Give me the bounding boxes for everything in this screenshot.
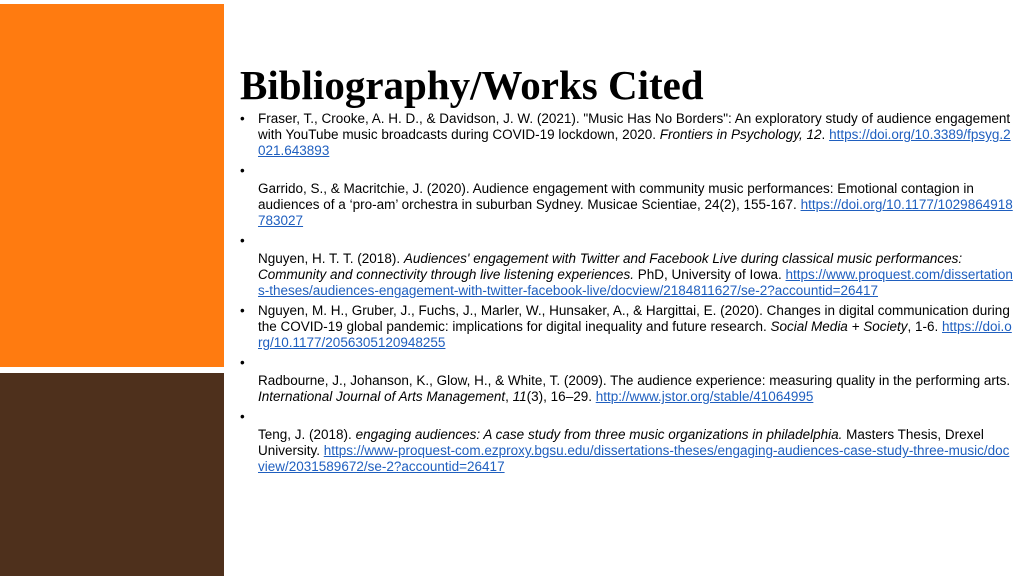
reference-list — [240, 111, 1015, 479]
reference-link[interactable]: https://www-proquest-com.ezproxy.bgsu.edu/dissertations-theses/engaging-audiences-case-study-three-music/docview/2031589672/se-2?accountid=26417 — [258, 443, 1010, 474]
reference-link[interactable]: http://www.jstor.org/stable/41064995 — [595, 389, 814, 404]
reference-title: engaging audiences: A case study from three music organizations in philadelphia. — [355, 427, 843, 442]
orange-accent-block — [0, 4, 224, 367]
reference-text: Fraser, T., Crooke, A. H. D., & Davidson, J. W. (2021). "Music Has No Borders": An exploratory study of audience engagement with YouTube music broadcasts during COVID-19 lockdown, 2020. — [258, 111, 1011, 142]
reference-item — [240, 111, 1015, 159]
reference-text-after: Masters Thesis, Drexel University. — [258, 427, 984, 458]
reference-journal: Frontiers in Psychology, 12 — [659, 127, 822, 142]
reference-text-after: . — [821, 127, 830, 142]
bullet-marker: • — [240, 163, 245, 178]
reference-journal: Social Media + Society — [770, 319, 908, 334]
reference-pages: (3), 16–29. — [526, 389, 596, 404]
bullet-marker: • — [240, 409, 245, 424]
reference-journal: International Journal of Arts Management — [258, 389, 506, 404]
reference-item — [240, 355, 1015, 405]
reference-link[interactable]: https://doi.org/10.3389/fpsyg.2021.643893 — [258, 127, 1011, 158]
reference-item — [240, 303, 1015, 351]
reference-text-after: , — [505, 389, 513, 404]
reference-text: Garrido, S., & Macritchie, J. (2020). Audience engagement with community music performances: Emotional contagion in audiences of a ‘pro-am’ orchestra in suburban Sydney. Musicae Scientiae, 24(2), 155-167. — [258, 181, 974, 212]
reference-item — [240, 163, 1015, 229]
reference-link[interactable]: https://www.proquest.com/dissertations-theses/audiences-engagement-with-twitter-facebook-live/docview/2184811627/se-2?accountid=26417 — [258, 267, 1013, 298]
reference-link[interactable]: https://doi.org/10.1177/1029864918783027 — [258, 197, 1013, 228]
reference-text-after: , 1-6. — [907, 319, 942, 334]
reference-text: Nguyen, H. T. T. (2018). — [258, 251, 404, 266]
bullet-marker: • — [240, 233, 245, 248]
reference-text-after: PhD, University of Iowa. — [633, 267, 786, 282]
reference-text: Radbourne, J., Johanson, K., Glow, H., & White, T. (2009). The audience experience: measuring quality in the performing arts. — [258, 373, 1011, 388]
reference-item — [240, 233, 1015, 299]
reference-volume: 11 — [512, 389, 527, 404]
slide-title: Bibliography/Works Cited — [240, 62, 704, 108]
bullet-marker: • — [240, 111, 245, 126]
brown-accent-block — [0, 373, 224, 576]
reference-text: Teng, J. (2018). — [258, 427, 356, 442]
reference-text: Nguyen, M. H., Gruber, J., Fuchs, J., Marler, W., Hunsaker, A., & Hargittai, E. (2020). Changes in digital communication during the COVID-19 global pandemic: implications for digital inequality and future research. — [258, 303, 1010, 334]
reference-link[interactable]: https://doi.org/10.1177/2056305120948255 — [258, 319, 1012, 350]
reference-title: Audiences' engagement with Twitter and Facebook Live during classical music performances: Community and connectivity through live listening experiences. — [258, 251, 963, 282]
bullet-marker: • — [240, 303, 245, 318]
reference-item — [240, 409, 1015, 475]
bullet-marker: • — [240, 355, 245, 370]
